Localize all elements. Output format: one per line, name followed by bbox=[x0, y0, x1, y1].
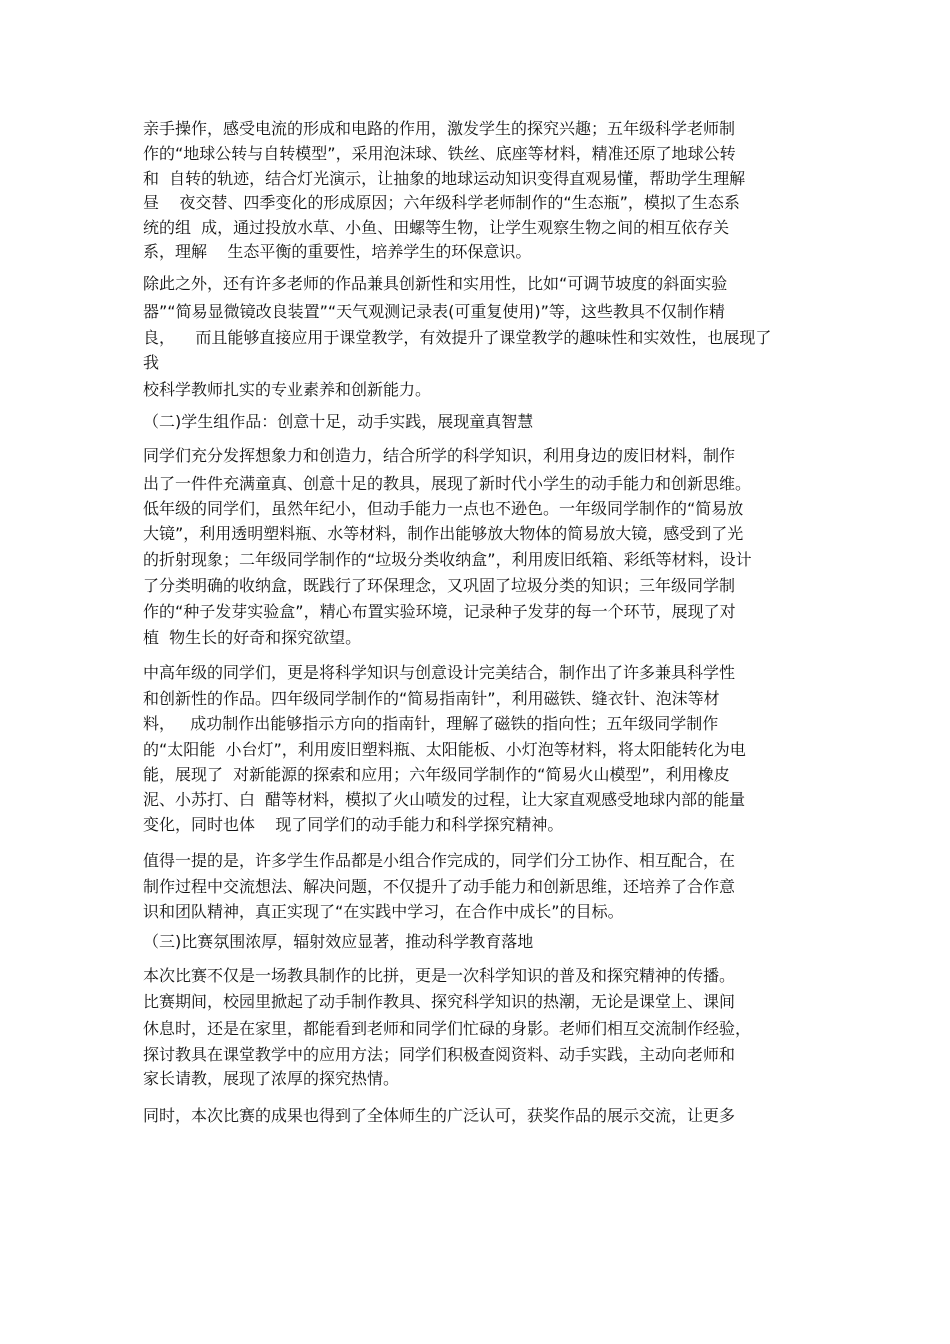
section-heading: （三)比赛氛围浓厚，辐射效应显著，推动科学教育落地 bbox=[143, 932, 534, 951]
body-text-line: 本次比赛不仅是一场教具制作的比拼，更是一次科学知识的普及和探究精神的传播。 bbox=[143, 966, 736, 985]
body-text-line: 识和团队精神，真正实现了“在实践中学习，在合作中成长”的目标。 bbox=[143, 902, 624, 921]
body-text-line: 值得一提的是，许多学生作品都是小组合作完成的，同学们分工协作、相互配合，在 bbox=[143, 851, 736, 870]
body-text-line: 变化，同时也体 现了同学们的动手能力和科学探究精神。 bbox=[143, 815, 564, 834]
body-text-line: 同学们充分发挥想象力和创造力，结合所学的科学知识，利用身边的废旧材料，制作 bbox=[143, 446, 736, 465]
body-text-line: 中高年级的同学们，更是将科学知识与创意设计完美结合，制作出了许多兼具科学性 bbox=[143, 663, 736, 682]
body-text-line: 泥、小苏打、白 醋等材料，模拟了火山喷发的过程，让大家直观感受地球内部的能量 bbox=[143, 790, 746, 809]
body-text-line: 出了一件件充满童真、创意十足的教具，展现了新时代小学生的动手能力和创新思维。 bbox=[143, 474, 752, 493]
body-text-line: 家长请教，展现了浓厚的探究热情。 bbox=[143, 1069, 400, 1088]
body-text-line: 的折射现象；二年级同学制作的“垃圾分类收纳盒”，利用废旧纸箱、彩纸等材料，设计 bbox=[143, 550, 752, 569]
body-text-line: 和 自转的轨迹，结合灯光演示，让抽象的地球运动知识变得直观易懂，帮助学生理解 bbox=[143, 169, 746, 188]
body-text-line: 和创新性的作品。四年级同学制作的“简易指南针”，利用磁铁、缝衣针、泡沫等材 bbox=[143, 689, 720, 708]
body-text-line: 大镜”，利用透明塑料瓶、水等材料，制作出能够放大物体的简易放大镜，感受到了光 bbox=[143, 524, 744, 543]
body-text-line: 昼 夜交替、四季变化的形成原因；六年级科学老师制作的“生态瓶”，模拟了生态系 bbox=[143, 193, 740, 212]
body-text-line: 除此之外，还有许多老师的作品兼具创新性和实用性，比如“可调节坡度的斜面实验 bbox=[143, 274, 728, 293]
body-text-line: 校科学教师扎实的专业素养和创新能力。 bbox=[143, 380, 432, 399]
body-text-line: 统的组 成，通过投放水草、小鱼、田螺等生物，让学生观察生物之间的相互依存关 bbox=[143, 218, 730, 237]
body-text-line: 作的“地球公转与自转模型”，采用泡沫球、铁丝、底座等材料，精准还原了地球公转 bbox=[143, 144, 736, 163]
body-text-line: 了分类明确的收纳盒，既践行了环保理念，又巩固了垃圾分类的知识；三年级同学制 bbox=[143, 576, 736, 595]
body-text-line: 的“太阳能 小台灯”，利用废旧塑料瓶、太阳能板、小灯泡等材料，将太阳能转化为电 bbox=[143, 740, 746, 759]
body-text-line: 良， 而且能够直接应用于课堂教学，有效提升了课堂教学的趣味性和实效性，也展现了 bbox=[143, 328, 772, 347]
body-text-line: 我 bbox=[143, 353, 160, 372]
body-text-line: 能，展现了 对新能源的探索和应用；六年级同学制作的“简易火山模型”，利用橡皮 bbox=[143, 765, 730, 784]
body-text-line: 亲手操作，感受电流的形成和电路的作用，激发学生的探究兴趣；五年级科学老师制 bbox=[143, 119, 736, 138]
section-heading: （二)学生组作品：创意十足，动手实践，展现童真智慧 bbox=[143, 412, 534, 431]
body-text-line: 休息时，还是在家里，都能看到老师和同学们忙碌的身影。老师们相互交流制作经验， bbox=[143, 1019, 752, 1038]
body-text-line: 同时，本次比赛的成果也得到了全体师生的广泛认可，获奖作品的展示交流，让更多 bbox=[143, 1106, 736, 1125]
body-text-line: 制作过程中交流想法、解决问题，不仅提升了动手能力和创新思维，还培养了合作意 bbox=[143, 877, 736, 896]
body-text-line: 系，理解 生态平衡的重要性，培养学生的环保意识。 bbox=[143, 242, 532, 261]
body-text-line: 低年级的同学们，虽然年纪小，但动手能力一点也不逊色。一年级同学制作的“简易放 bbox=[143, 499, 744, 518]
body-text-line: 料， 成功制作出能够指示方向的指南针，理解了磁铁的指向性；五年级同学制作 bbox=[143, 714, 719, 733]
body-text-line: 探讨教具在课堂教学中的应用方法；同学们积极查阅资料、动手实践，主动向老师和 bbox=[143, 1045, 736, 1064]
body-text-line: 作的“种子发芽实验盒”，精心布置实验环境，记录种子发芽的每一个环节，展现了对 bbox=[143, 602, 736, 621]
body-text-line: 植 物生长的好奇和探究欲望。 bbox=[143, 628, 362, 647]
body-text-line: 器”“简易显微镜改良装置”“天气观测记录表(可重复使用)”等，这些教具不仅制作精 bbox=[143, 302, 725, 321]
body-text-line: 比赛期间，校园里掀起了动手制作教具、探究科学知识的热潮，无论是课堂上、课间 bbox=[143, 992, 736, 1011]
